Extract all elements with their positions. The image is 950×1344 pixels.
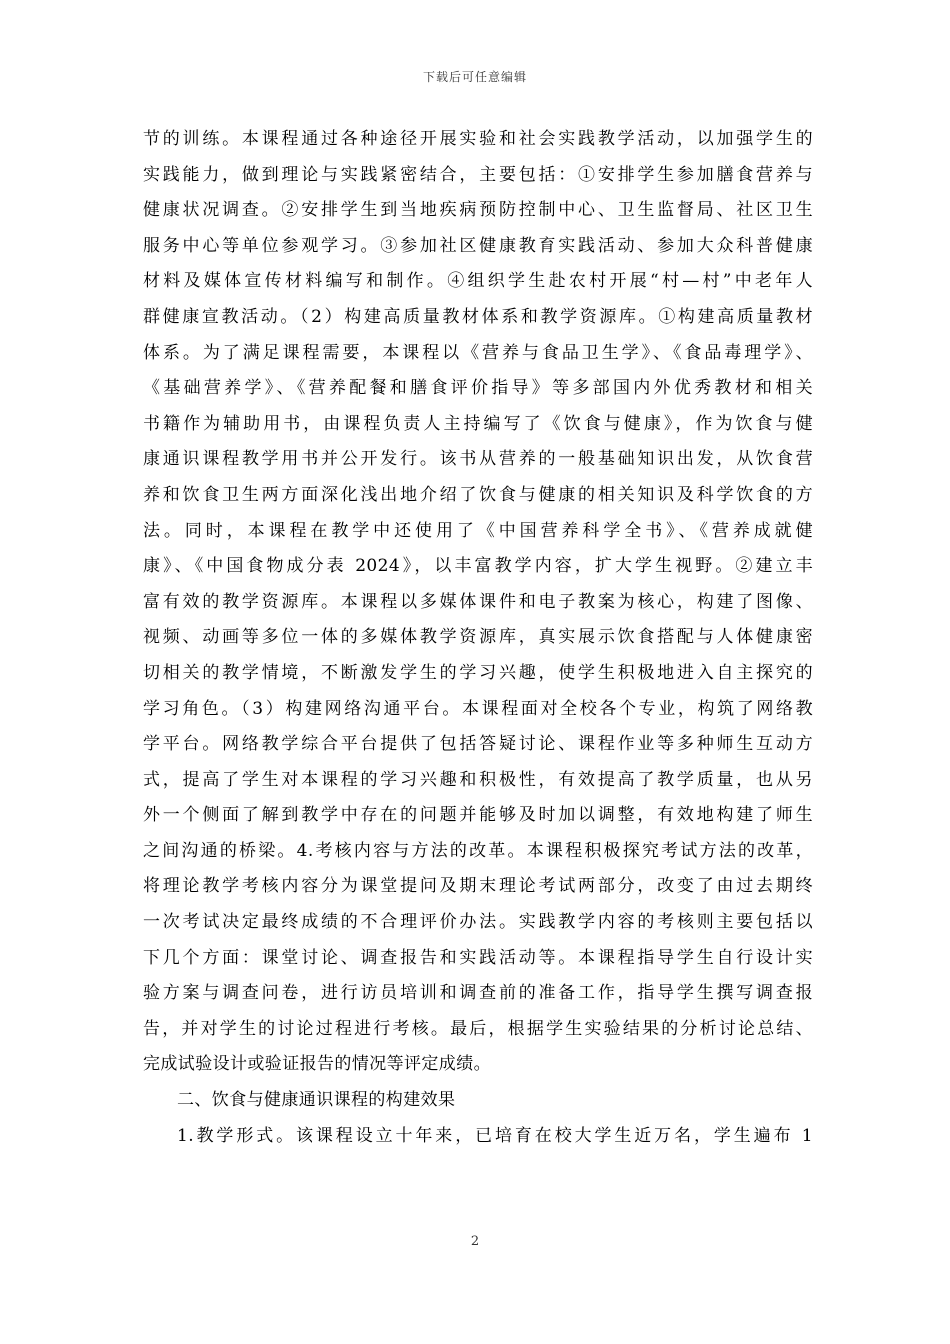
page-number: 2 xyxy=(470,1234,480,1249)
body-line: 学平台。网络教学综合平台提供了包括答疑讨论、课程作业等多种师生互动方 xyxy=(143,734,813,755)
body-line: 实践能力，做到理论与实践紧密结合，主要包括：①安排学生参加膳食营养与 xyxy=(143,164,813,185)
body-line: 富有效的教学资源库。本课程以多媒体课件和电子教案为核心，构建了图像、 xyxy=(143,591,813,612)
body-line: 之间沟通的桥梁。4.考核内容与方法的改革。本课程积极探究考试方法的改革， xyxy=(143,840,813,861)
document-body xyxy=(143,122,813,1154)
body-line: 康》、《中国食物成分表 2024》，以丰富教学内容，扩大学生视野。②建立丰 xyxy=(143,556,813,577)
body-line: 下几个方面：课堂讨论、调查报告和实践活动等。本课程指导学生自行设计实 xyxy=(143,947,813,968)
page-header: 下载后可任意编辑 xyxy=(422,70,527,84)
body-line: 《基础营养学》、《营养配餐和膳食评价指导》等多部国内外优秀教材和相关 xyxy=(143,378,813,399)
body-line: 外一个侧面了解到教学中存在的问题并能够及时加以调整，有效地构建了师生 xyxy=(143,805,813,826)
body-line: 体系。为了满足课程需要，本课程以《营养与食品卫生学》、《食品毒理学》、 xyxy=(143,342,813,363)
section-heading: 二、饮食与健康通识课程的构建效果 xyxy=(177,1090,456,1111)
body-line: 告，并对学生的讨论过程进行考核。最后，根据学生实验结果的分析讨论总结、 xyxy=(143,1018,813,1039)
body-line: 视频、动画等多位一体的多媒体教学资源库，真实展示饮食搭配与人体健康密 xyxy=(143,627,813,648)
body-line: 验方案与调查问卷，进行访员培训和调查前的准备工作，指导学生撰写调查报 xyxy=(143,983,813,1004)
body-line: 将理论教学考核内容分为课堂提问及期末理论考试两部分，改变了由过去期终 xyxy=(143,876,813,897)
body-line: 群健康宣教活动。（2）构建高质量教材体系和教学资源库。①构建高质量教材 xyxy=(143,306,813,327)
body-line: 一次考试决定最终成绩的不合理评价办法。实践教学内容的考核则主要包括以 xyxy=(143,912,813,933)
body-line: 1.教学形式。该课程设立十年来，已培育在校大学生近万名，学生遍布 1 xyxy=(177,1125,813,1146)
body-line: 养和饮食卫生两方面深化浅出地介绍了饮食与健康的相关知识及科学饮食的方 xyxy=(143,484,813,505)
body-line: 完成试验设计或验证报告的情况等评定成绩。 xyxy=(143,1054,491,1075)
body-line: 康通识课程教学用书并公开发行。该书从营养的一般基础知识出发，从饮食营 xyxy=(143,449,813,470)
body-line: 节的训练。本课程通过各种途径开展实验和社会实践教学活动，以加强学生的 xyxy=(143,129,813,149)
body-line: 健康状况调查。②安排学生到当地疾病预防控制中心、卫生监督局、社区卫生 xyxy=(143,200,813,221)
body-line: 式，提高了学生对本课程的学习兴趣和积极性，有效提高了教学质量，也从另 xyxy=(143,769,813,790)
body-line: 切相关的教学情境，不断激发学生的学习兴趣，使学生积极地进入自主探究的 xyxy=(143,662,813,683)
body-line: 书籍作为辅助用书，由课程负责人主持编写了《饮食与健康》，作为饮食与健 xyxy=(143,413,813,434)
body-line: 材料及媒体宣传材料编写和制作。④组织学生赴农村开展“村—村”中老年人 xyxy=(143,271,813,292)
body-line: 法。同时，本课程在教学中还使用了《中国营养科学全书》、《营养成就健 xyxy=(143,520,813,541)
body-line: 学习角色。（3）构建网络沟通平台。本课程面对全校各个专业，构筑了网络教 xyxy=(143,698,813,719)
body-line: 服务中心等单位参观学习。③参加社区健康教育实践活动、参加大众科普健康 xyxy=(143,235,813,256)
